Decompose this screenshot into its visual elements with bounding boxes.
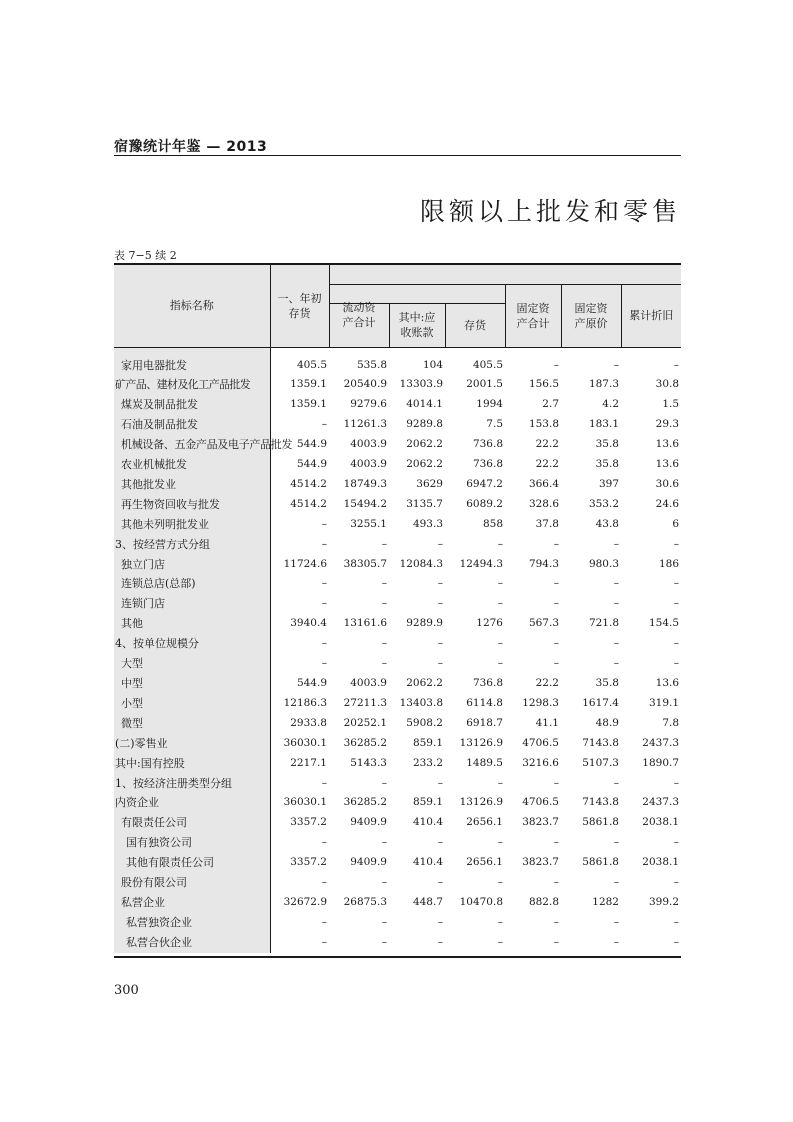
table-cell: 882.8 (528, 895, 559, 908)
table-cell: 3823.7 (522, 816, 559, 829)
table-cell: – (437, 935, 443, 948)
table-cell: 9289.9 (406, 617, 443, 630)
table-cell: – (673, 915, 680, 928)
table-cell: 5107.3 (582, 756, 619, 769)
table-row (114, 495, 681, 515)
table-cell: 48.9 (595, 716, 619, 729)
table-cell: 544.9 (296, 677, 327, 689)
table-cell: 20540.9 (343, 378, 387, 391)
header-group-band (329, 264, 681, 284)
table-cell: – (437, 836, 443, 849)
table-cell: – (497, 935, 503, 948)
table-cell: – (437, 637, 443, 650)
table-cell: 5861.8 (582, 816, 619, 829)
table-cell: 35.8 (595, 677, 619, 689)
table-row (114, 833, 681, 853)
table-cell: – (381, 876, 387, 889)
table-cell: 13403.8 (399, 696, 443, 709)
table-cell: – (497, 657, 503, 670)
table-cell: – (553, 876, 559, 889)
table-row (114, 754, 681, 774)
table-cell: 22.2 (535, 438, 559, 451)
table-cell: 4003.9 (350, 677, 387, 689)
table-cell: 12186.3 (283, 696, 327, 709)
table-row (114, 933, 681, 953)
table-cell: 41.1 (535, 716, 559, 729)
table-cell: – (553, 358, 559, 371)
table-cell: 154.5 (648, 617, 680, 630)
table-cell: 9409.9 (350, 816, 387, 829)
table-cell: 858 (482, 517, 503, 530)
table-cell: 12084.3 (399, 557, 443, 570)
page-number: 300 (114, 983, 139, 998)
table-cell: 30.8 (655, 378, 680, 391)
table-cell: – (613, 836, 619, 849)
table-cell: – (673, 836, 680, 849)
row-label: 私营独资企业 (114, 913, 270, 933)
table-body (114, 347, 681, 953)
row-label: 矿产品、建材及化工产品批发 (114, 375, 270, 395)
table-cell: 6918.7 (466, 716, 503, 729)
table-cell: 11261.3 (343, 418, 387, 431)
table-cell: – (613, 935, 619, 948)
table-cell: – (321, 597, 327, 610)
row-label: 股份有限公司 (114, 873, 270, 893)
row-label: 其他批发业 (114, 475, 270, 495)
table-cell: 29.3 (655, 418, 680, 431)
table-cell: – (321, 637, 327, 650)
table-cell: – (321, 776, 327, 789)
table-cell: 4014.1 (406, 398, 443, 411)
table-cell: 544.9 (296, 438, 327, 451)
table-cell: – (497, 776, 503, 789)
table-row (114, 913, 681, 933)
table-cell: 980.3 (588, 557, 619, 570)
table-cell: 2062.2 (406, 458, 443, 471)
row-label: 家用电器批发 (114, 356, 270, 376)
table-cell: 15494.2 (343, 497, 387, 510)
table-cell: 6 (672, 517, 680, 530)
table-cell: – (673, 358, 680, 371)
table-cell: 27211.3 (343, 696, 387, 709)
table-cell: 183.1 (588, 418, 619, 431)
table-cell: 3940.4 (290, 617, 327, 630)
table-cell: 2437.3 (642, 796, 680, 809)
table-cell: – (613, 577, 619, 590)
statistics-table-wrapper (114, 263, 681, 953)
table-row (114, 873, 681, 893)
table-cell: 36030.1 (283, 796, 327, 809)
header-fixed-assets: 固定资 产合计 (505, 284, 561, 347)
table-cell: 2062.2 (406, 677, 443, 689)
table-cell: 544.9 (296, 458, 327, 471)
table-cell: 535.8 (356, 358, 387, 371)
table-cell: 26875.3 (343, 895, 387, 908)
table-row (114, 594, 681, 614)
table-cell: 1359.1 (290, 378, 327, 391)
table-cell: – (613, 537, 619, 550)
table-cell: – (613, 876, 619, 889)
table-cell: – (613, 776, 619, 789)
table-cell: 4706.5 (522, 796, 559, 809)
table-cell: 2038.1 (642, 816, 680, 829)
table-cell: 7.5 (486, 418, 503, 431)
table-cell: – (321, 915, 327, 928)
table-row (114, 734, 681, 754)
table-row (114, 455, 681, 475)
table-cell: – (497, 876, 503, 889)
table-cell: 6089.2 (466, 497, 503, 510)
table-row (114, 714, 681, 734)
table-cell: 37.8 (535, 517, 559, 530)
table-cell: 736.8 (472, 677, 503, 689)
row-label: 煤炭及制品批发 (114, 395, 270, 415)
table-cell: – (553, 537, 559, 550)
table-cell: – (673, 876, 680, 889)
table-cell: – (437, 876, 443, 889)
table-cell: 319.1 (648, 696, 680, 709)
table-cell: 397 (598, 477, 619, 490)
table-cell: 4.2 (602, 398, 619, 411)
table-cell: – (321, 836, 327, 849)
table-row (114, 694, 681, 714)
table-cell: 36285.2 (343, 736, 387, 749)
table-row (114, 793, 681, 813)
table-cell: 448.7 (412, 895, 443, 908)
table-cell: 1994 (476, 398, 503, 411)
table-cell: 5143.3 (350, 756, 387, 769)
table-cell: – (321, 517, 327, 530)
table-cell: 721.8 (588, 617, 619, 630)
table-cell: 43.8 (595, 517, 619, 530)
header-rule (114, 155, 681, 156)
header-opening-inventory: 一、年初 存货 (270, 264, 329, 347)
table-cell: – (321, 657, 327, 670)
table-cell: – (553, 776, 559, 789)
table-cell: 2217.1 (290, 756, 327, 769)
row-label: 农业机械批发 (114, 455, 270, 475)
table-cell: – (497, 577, 503, 590)
table-cell: – (553, 915, 559, 928)
table-cell: 20252.1 (343, 716, 387, 729)
table-row (114, 515, 681, 535)
table-row (114, 475, 681, 495)
table-cell: 3135.7 (406, 497, 443, 510)
table-cell: 405.5 (296, 358, 327, 371)
table-cell: 366.4 (528, 477, 559, 490)
table-row (114, 435, 681, 455)
table-cell: 13126.9 (459, 796, 503, 809)
row-label: 其中:国有控股 (114, 754, 270, 774)
row-label: 1、按经济注册类型分组 (114, 774, 270, 794)
table-cell: 1489.5 (466, 756, 503, 769)
header-receivables: 其中:应 收账款 (389, 303, 445, 347)
table-cell: – (381, 597, 387, 610)
table-cell: 3629 (416, 477, 443, 490)
table-cell: – (437, 597, 443, 610)
table-cell: 410.4 (412, 816, 443, 829)
table-row (114, 415, 681, 435)
table-row (114, 555, 681, 575)
table-cell: 2437.3 (642, 736, 680, 749)
table-cell: 3357.2 (290, 856, 327, 869)
table-cell: 22.2 (535, 677, 559, 689)
table-cell: 35.8 (595, 438, 619, 451)
row-label: 私营合伙企业 (114, 933, 270, 953)
table-cell: – (381, 537, 387, 550)
row-label: 机械设备、五金产品及电子产品批发 (114, 435, 270, 455)
table-cell: 3216.6 (522, 756, 559, 769)
table-cell: 3823.7 (522, 856, 559, 869)
table-cell: – (553, 657, 559, 670)
table-cell: 2933.8 (290, 716, 327, 729)
table-cell: 1890.7 (642, 756, 680, 769)
table-cell: 35.8 (595, 458, 619, 471)
row-label: 其他 (114, 614, 270, 634)
table-cell: 567.3 (528, 617, 559, 630)
table-cell: 104 (422, 358, 443, 371)
table-cell: 9279.6 (350, 398, 387, 411)
table-cell: – (553, 637, 559, 650)
table-cell: – (321, 537, 327, 550)
table-cell: 233.2 (412, 756, 443, 769)
table-cell: – (673, 637, 680, 650)
table-cell: 2656.1 (466, 856, 503, 869)
row-label: 小型 (114, 694, 270, 714)
table-cell: 7143.8 (582, 736, 619, 749)
table-cell: 859.1 (412, 796, 443, 809)
table-cell: 10470.8 (459, 895, 503, 908)
table-cell: 36285.2 (343, 796, 387, 809)
row-label: 私营企业 (114, 893, 270, 913)
table-cell: 1.5 (662, 398, 680, 411)
row-label: 大型 (114, 654, 270, 674)
table-cell: 9289.8 (406, 418, 443, 431)
row-label: 再生物资回收与批发 (114, 495, 270, 515)
row-label: 微型 (114, 714, 270, 734)
table-cell: 405.5 (472, 358, 503, 371)
row-label: 独立门店 (114, 555, 270, 575)
table-cell: – (613, 915, 619, 928)
table-cell: 493.3 (412, 517, 443, 530)
table-cell: 13126.9 (459, 736, 503, 749)
table-cell: 187.3 (588, 378, 619, 391)
table-spacer-row (114, 347, 681, 356)
table-cell: – (381, 637, 387, 650)
table-cell: 13161.6 (343, 617, 387, 630)
table-cell: 13.6 (655, 438, 680, 451)
row-label: 有限责任公司 (114, 813, 270, 833)
table-cell: 736.8 (472, 458, 503, 471)
table-cell: – (497, 597, 503, 610)
table-cell: 153.8 (528, 418, 559, 431)
header-inventory: 存货 (445, 303, 505, 347)
running-head: 宿豫统计年鉴 — 2013 (114, 139, 268, 155)
table-cell: – (381, 935, 387, 948)
table-cell: – (553, 836, 559, 849)
table-cell: 18749.3 (343, 477, 387, 490)
table-cell: – (321, 876, 327, 889)
table-cell: 2038.1 (642, 856, 680, 869)
table-cell: – (673, 537, 680, 550)
table-cell: 353.2 (588, 497, 619, 510)
table-cell: 2001.5 (466, 378, 503, 391)
table-cell: – (673, 935, 680, 948)
table-cell: 24.6 (655, 497, 680, 510)
table-cell: – (437, 657, 443, 670)
table-cell: 2656.1 (466, 816, 503, 829)
row-label: 3、按经营方式分组 (114, 535, 270, 555)
table-cell: 1282 (592, 895, 619, 908)
section-title: 限额以上批发和零售 (419, 197, 681, 226)
row-label: 内资企业 (114, 793, 270, 813)
table-cell: 1617.4 (582, 696, 619, 709)
table-cell: 6114.8 (466, 696, 503, 709)
table-cell: 12494.3 (459, 557, 503, 570)
table-cell: 13.6 (655, 677, 680, 689)
table-cell: 2.7 (542, 398, 559, 411)
table-label: 表 7−5 续 2 (114, 249, 177, 262)
table-cell: 4003.9 (350, 458, 387, 471)
table-bottom-rule (114, 956, 681, 958)
table-row (114, 574, 681, 594)
table-cell: – (613, 657, 619, 670)
table-cell: 13303.9 (399, 378, 443, 391)
row-label: 中型 (114, 674, 270, 694)
table-cell: 30.6 (655, 477, 680, 490)
row-label: 国有独资公司 (114, 833, 270, 853)
table-cell: 9409.9 (350, 856, 387, 869)
table-cell: – (381, 915, 387, 928)
table-cell: 328.6 (528, 497, 559, 510)
table-cell: 1298.3 (522, 696, 559, 709)
table-cell: – (673, 776, 680, 789)
table-cell: 4706.5 (522, 736, 559, 749)
table-cell: 6947.2 (466, 477, 503, 490)
table-cell: – (673, 577, 680, 590)
table-cell: – (497, 836, 503, 849)
row-label: 4、按单位规模分 (114, 634, 270, 654)
table-cell: 5861.8 (582, 856, 619, 869)
row-label: 石油及制品批发 (114, 415, 270, 435)
table-cell: 11724.6 (283, 557, 327, 570)
table-row (114, 356, 681, 376)
header-indicator-name: 指标名称 (114, 264, 270, 347)
table-header (114, 264, 681, 347)
table-row (114, 674, 681, 694)
table-cell: – (613, 597, 619, 610)
table-cell: 7.8 (662, 716, 680, 729)
table-cell: 156.5 (528, 378, 559, 391)
table-cell: – (381, 836, 387, 849)
row-label: 其他有限责任公司 (114, 853, 270, 873)
table-cell: 5908.2 (406, 716, 443, 729)
table-cell: – (673, 597, 680, 610)
table-row (114, 535, 681, 555)
table-row (114, 614, 681, 634)
table-row (114, 893, 681, 913)
table-row (114, 375, 681, 395)
table-cell: 36030.1 (283, 736, 327, 749)
table-cell: 410.4 (412, 856, 443, 869)
table-cell: – (321, 935, 327, 948)
table-cell: 736.8 (472, 438, 503, 451)
table-cell: – (437, 776, 443, 789)
row-label: (二)零售业 (114, 734, 270, 754)
table-cell: – (497, 537, 503, 550)
table-cell: 399.2 (648, 895, 680, 908)
table-cell: – (553, 935, 559, 948)
table-cell: 4003.9 (350, 438, 387, 451)
header-fixed-original: 固定资 产原价 (561, 284, 621, 347)
table-row (114, 634, 681, 654)
statistics-table (114, 263, 681, 953)
table-row (114, 395, 681, 415)
header-current-assets: 流动资 产合计 (329, 303, 389, 347)
table-row (114, 813, 681, 833)
table-cell: 22.2 (535, 458, 559, 471)
table-cell: 2062.2 (406, 438, 443, 451)
table-cell: – (553, 597, 559, 610)
table-cell: – (321, 418, 327, 431)
header-depreciation: 累计折旧 (621, 284, 681, 347)
table-cell: – (673, 657, 680, 670)
row-label: 连锁总店(总部) (114, 574, 270, 594)
table-row (114, 774, 681, 794)
table-cell: – (381, 776, 387, 789)
table-cell: 38305.7 (343, 557, 387, 570)
table-cell: 4514.2 (290, 497, 327, 510)
table-cell: – (437, 537, 443, 550)
table-cell: 32672.9 (283, 895, 327, 908)
table-cell: 4514.2 (290, 477, 327, 490)
table-cell: – (437, 577, 443, 590)
table-cell: 794.3 (528, 557, 559, 570)
table-cell: – (553, 577, 559, 590)
table-cell: 7143.8 (582, 796, 619, 809)
table-cell: 3357.2 (290, 816, 327, 829)
table-cell: 186 (658, 557, 680, 570)
table-cell: 1276 (476, 617, 503, 630)
table-row (114, 654, 681, 674)
table-cell: – (497, 915, 503, 928)
table-cell: – (321, 577, 327, 590)
row-label: 其他未列明批发业 (114, 515, 270, 535)
table-cell: – (381, 577, 387, 590)
table-row (114, 853, 681, 873)
table-cell: – (613, 637, 619, 650)
table-cell: – (437, 915, 443, 928)
table-cell: 1359.1 (290, 398, 327, 411)
table-cell: – (497, 637, 503, 650)
row-label: 连锁门店 (114, 594, 270, 614)
table-cell: 13.6 (655, 458, 680, 471)
table-cell: – (613, 358, 619, 371)
table-cell: – (381, 657, 387, 670)
table-cell: 859.1 (412, 736, 443, 749)
table-cell: 3255.1 (350, 517, 387, 530)
